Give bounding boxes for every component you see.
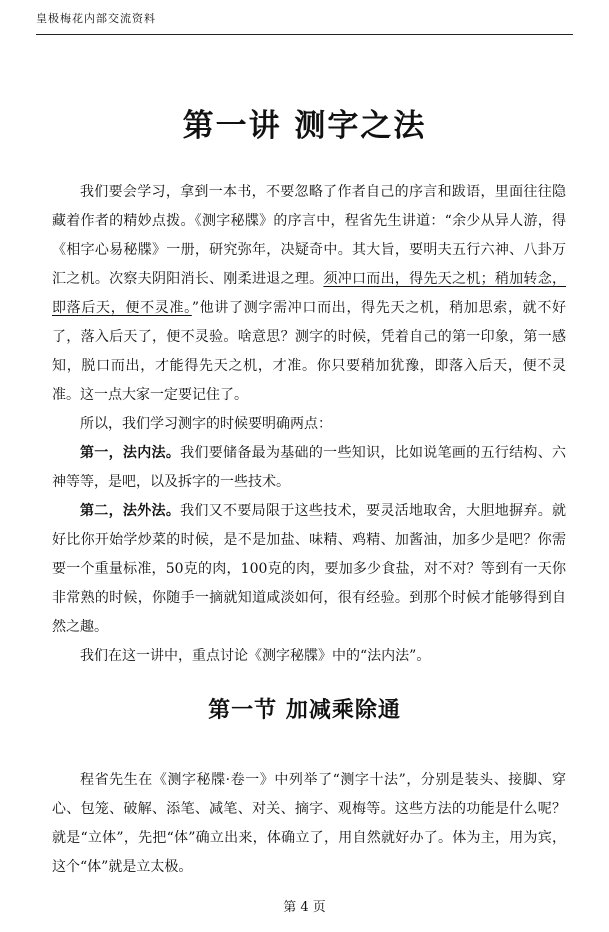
paragraph-point-two	[52, 497, 566, 642]
point-one-heading: 第一，法内法。	[80, 445, 181, 461]
chapter-title: 第一讲 测字之法	[182, 108, 427, 144]
section-title: 第一节 加减乘除通	[208, 697, 401, 723]
section-paragraph: 程省先生在《测字秘牒·卷一》中列举了“测字十法”，分别是装头、接脚、穿心、包笼、破解、添笔、减笔、对关、摘字、观梅等。这些方法的功能是什么呢？就是“立体”，先把“体”确立出来，体确立了，用自然就好办了。体为主，用为宾，这个“体”就是立太极。	[52, 772, 566, 875]
point-one-text: 我们要储备最为基础的一些知识，比如说笔画的五行结构、六神等等，是吧，以及拆字的一些技术。	[52, 445, 567, 490]
point-two-heading: 第二，法外法。	[80, 503, 181, 519]
page-number: 第 4 页	[283, 900, 326, 915]
page-header: 皇极梅花内部交流资料	[36, 12, 156, 25]
intro-text-continued: ”他讲了测字需冲口而出，得先天之机，稍加思索，就不好了，落入后天了，便不灵验。啥意思？测字的时候，凭着自己的第一印象，第一感知，脱口而出，才能得先天之机，才准。你只要稍加犹豫，即落入后天，便不灵准。这一点大家一定要记住了。	[52, 300, 566, 403]
section-body	[52, 766, 566, 882]
paragraph-two-points: 所以，我们学习测字的时候要明确两点：	[80, 416, 332, 432]
header-rule	[36, 34, 573, 35]
intro-text: 我们要会学习，拿到一本书，不要忽略了作者自己的序言和跋语，里面往往隐藏着作者的精妙点拨。《测字秘牒》的序言中，程省先生讲道：“余少从异人游，得《相字心易秘牒》一册，研究弥年，决疑奇中。其大旨，要明夫五行六神、八卦万汇之机。次察夫阴阳消长、刚柔进退之理。	[52, 184, 566, 287]
point-two-text: 我们又不要局限于这些技术，要灵活地取舍，大胆地摒弃。就好比你开始学炒菜的时候，是不是加盐、味精、鸡精、加酱油，加多少是吧？你需要一个重量标准，50克的肉，100克的肉，要加多少食盐，对不对？等到有一天你非常熟的时候，你随手一摘就知道咸淡如何，很有经验。到那个时候才能够得到自然之趣。	[52, 503, 567, 635]
paragraph-intro	[52, 178, 566, 410]
underlined-quote: 须冲口而出，得先天之机；稍加转念，即落后天，便不灵准。	[52, 271, 567, 316]
paragraph-focus: 我们在这一讲中，重点讨论《测字秘牒》中的“法内法”。	[80, 648, 431, 664]
paragraph-point-one	[52, 439, 566, 497]
chapter-body	[52, 178, 566, 671]
